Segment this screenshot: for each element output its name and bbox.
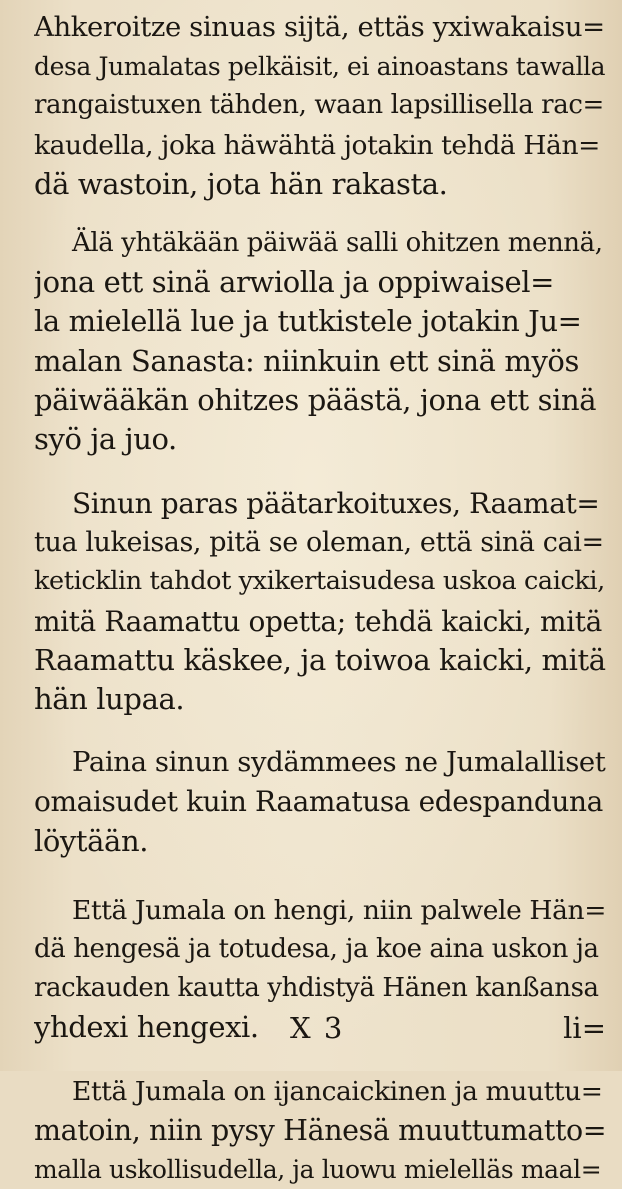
text-line: matoin, niin pysy Hänesä muuttumatto=: [34, 1111, 606, 1150]
text-line: Että Jumala on hengi, niin palwele Hän=: [34, 891, 606, 930]
paragraph-divine-attributes: [34, 743, 606, 861]
text-line: malan Sanasta: niinkuin ett sinä myös: [34, 342, 606, 381]
text-line: dä hengesä ja totudesa, ja koe aina uskon ja: [34, 930, 606, 969]
text-line: rackauden kautta yhdistyä Hänen kanßansa: [34, 969, 606, 1008]
text-line: Raamattu käskee, ja toiwoa kaicki, mitä: [34, 641, 606, 680]
text-line: Sinun paras päätarkoituxes, Raamat=: [34, 484, 606, 523]
text-line: Että Jumala on ijancaickinen ja muuttu=: [34, 1072, 606, 1111]
text-line: kaudella, joka häwähtä jotakin tehdä Hän=: [34, 126, 606, 165]
text-line: desa Jumalatas pelkäisit, ei ainoastans tawalla: [34, 47, 606, 86]
text-line: mitä Raamattu opetta; tehdä kaicki, mitä: [34, 602, 606, 641]
text-line: omaisudet kuin Raamatusa edespandunа: [34, 782, 606, 821]
page-footer: [0, 1008, 622, 1048]
text-line: löytään.: [34, 822, 606, 861]
text-line: päiwääkän ohitzes päästä, jona ett sinä: [34, 381, 606, 420]
catchword: li=: [563, 1008, 606, 1048]
paragraph-daily-reading: [34, 224, 606, 459]
text-line: tua lukeisas, pitä se oleman, että sinä cai=: [34, 523, 606, 562]
text-line: hän lupaa.: [34, 680, 606, 719]
text-line: Paina sinun sydämmees ne Jumalalliset: [34, 743, 606, 782]
text-line: syö ja juo.: [34, 420, 606, 459]
text-line: rangaistuxen tähden, waan lapsillisella rac=: [34, 86, 606, 125]
paragraph-god-eternal: [34, 1072, 606, 1189]
text-line: yhdexi hengexi.: [34, 1008, 606, 1047]
paragraph-fear-of-god: [34, 8, 606, 204]
text-line: Ahkeroitze sinuas sijtä, ettäs yxiwakaisu=: [34, 8, 606, 47]
text-line: Älä yhtäkään päiwää salli ohitzen mennä,: [34, 224, 606, 263]
text-line: la mielellä lue ja tutkistele jotakin Ju=: [34, 302, 606, 341]
paragraph-main-purpose: [34, 484, 606, 719]
text-line: jona ett sinä arwiolla ja oppiwaisel=: [34, 263, 606, 302]
text-line: keticklin tahdot yxikertaisudesa uskoa caicki,: [34, 562, 606, 601]
text-line: dä wastoin, jota hän rakasta.: [34, 165, 606, 204]
signature-mark: X 3: [290, 1008, 344, 1048]
text-line: malla uskollisudella, ja luowu mielelläs maal=: [34, 1150, 606, 1189]
